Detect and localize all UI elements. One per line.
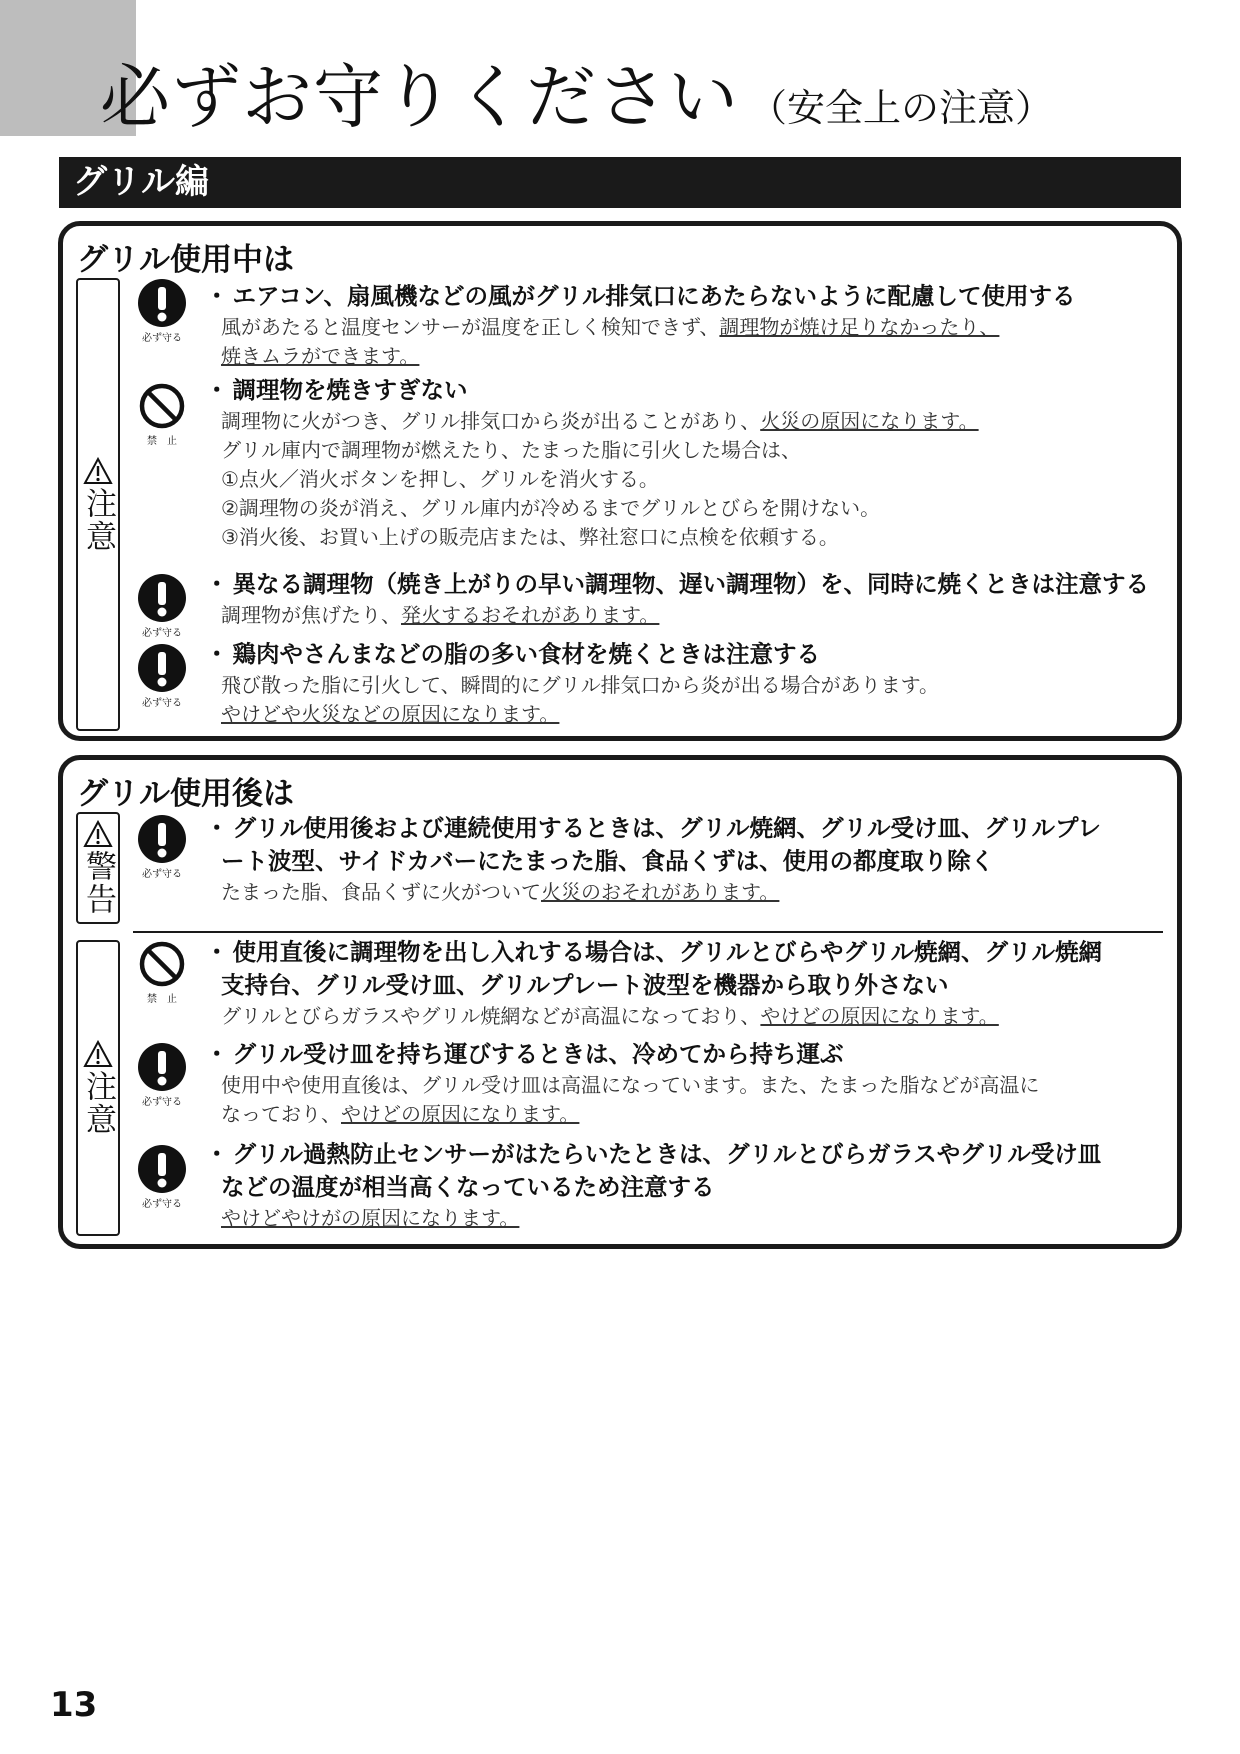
caution-item: ・ 使用直後に調理物を出し入れする場合は、グリルとびらやグリル焼網、グリル焼網 支持台、グリル受け皿、グリルプレート波型を機器から取り外さない グリルとびらガラスやグリル焼網などが高温になっており、やけどの原因になります。 [205,936,1163,1031]
item-description-underlined: やけどの原因になります。 [760,1004,999,1028]
symbol-caption: 必ず守る [142,698,182,709]
item-description-underlined: 焼きムラができます。 [221,344,420,368]
warning-triangle-icon [83,457,113,485]
item-description: 飛び散った脂に引火して、瞬間的にグリル排気口から炎が出る場合があります。 [221,673,939,697]
warning-triangle-icon [83,1040,113,1068]
item-heading: 調理物を焼きすぎない [232,376,468,404]
symbol-caption: 必ず守る [142,1097,182,1108]
caution-label [76,940,120,1236]
box-title: グリル使用中は [77,242,294,278]
symbol-caption: 必ず守る [142,1199,182,1210]
warning-label-text: 警告 [80,850,116,916]
item-description: グリル庫内で調理物が燃えたり、たまった脂に引火した場合は、 [221,438,801,462]
item-description-underlined: やけどや火災などの原因になります。 [221,702,560,726]
exclamation-icon [138,815,186,863]
must-follow-symbol [136,1043,188,1108]
caution-item: ・ 調理物を焼きすぎない 調理物に火がつき、グリル排気口から炎が出ることがあり、火災の原因になります。 グリル庫内で調理物が燃えたり、たまった脂に引火した場合は、 ①点火／消火ボタンを押し、グリルを消火する。 ②調理物の炎が消え、グリル庫内が冷めるまでグリルとびらを開けない。 ③消火後、お買い上げの販売店または、弊社窓口に点検を依頼する。 [205,374,1163,552]
caution-item: ・ 異なる調理物（焼き上がりの早い調理物、遅い調理物）を、同時に焼くときは注意する 調理物が焦げたり、発火するおそれがあります。 [205,570,1149,627]
caution-item: ・ グリル過熱防止センサーがはたらいたときは、グリルとびらガラスやグリル受け皿 などの温度が相当高くなっているため注意する やけどやけがの原因になります。 [205,1138,1163,1233]
must-follow-symbol [136,1145,188,1210]
caution-label [76,278,120,731]
page-title-sub: （安全上の注意） [749,86,1054,130]
caution-label-text: 注意 [80,1070,116,1136]
item-description: グリルとびらガラスやグリル焼網などが高温になっており、 [221,1004,761,1028]
exclamation-icon [138,644,186,692]
grill-after-use-box [58,755,1182,1249]
item-heading: ート波型、サイドカバーにたまった脂、食品くずは、使用の都度取り除く [221,847,995,875]
caution-label-text: 注意 [80,486,116,553]
prohibit-symbol [136,940,188,1005]
symbol-caption: 禁 止 [147,436,177,447]
page-title [100,56,1054,138]
item-description: 使用中や使用直後は、グリル受け皿は高温になっています。また、たまった脂などが高温に [221,1073,1040,1097]
symbol-caption: 必ず守る [142,869,182,880]
item-heading: 支持台、グリル受け皿、グリルプレート波型を機器から取り外さない [221,971,949,999]
prohibited-icon [138,940,186,988]
item-description-underlined: やけどの原因になります。 [341,1102,580,1126]
item-description: なっており、 [221,1102,341,1126]
item-description: 調理物が焦げたり、 [221,603,401,627]
warning-item: ・ グリル使用後および連続使用するときは、グリル焼網、グリル受け皿、グリルプレ ート波型、サイドカバーにたまった脂、食品くずは、使用の都度取り除く たまった脂、食品くずに火がついて火災のおそれがあります。 [205,812,1163,907]
item-heading: 鶏肉やさんまなどの脂の多い食材を焼くときは注意する [232,640,820,668]
exclamation-icon [138,574,186,622]
item-heading: 異なる調理物（焼き上がりの早い調理物、遅い調理物）を、同時に焼くときは注意する [232,570,1149,598]
must-follow-symbol [136,574,188,639]
item-heading: グリル受け皿を持ち運びするときは、冷めてから持ち運ぶ [232,1040,844,1068]
exclamation-icon [138,279,186,327]
divider [133,931,1163,933]
page-number: 13 [50,1685,98,1725]
must-follow-symbol [136,644,188,709]
caution-item: ・ エアコン、扇風機などの風がグリル排気口にあたらないように配慮して使用する 風があたると温度センサーが温度を正しく検知できず、調理物が焼け足りなかったり、 焼きムラができます。 [205,282,1076,368]
item-description: 風があたると温度センサーが温度を正しく検知できず、 [221,315,720,339]
prohibit-symbol [136,382,188,447]
item-description-underlined: 火災のおそれがあります。 [541,880,780,904]
caution-item: ・ グリル受け皿を持ち運びするときは、冷めてから持ち運ぶ 使用中や使用直後は、グリル受け皿は高温になっています。また、たまった脂などが高温に なっており、やけどの原因になります。 [205,1038,1163,1129]
section-header: グリル編 [59,157,1181,208]
item-description-underlined: 調理物が焼け足りなかったり、 [719,315,1000,339]
item-description: たまった脂、食品くずに火がついて [221,880,541,904]
item-description: 調理物に火がつき、グリル排気口から炎が出ることがあり、 [221,409,761,433]
must-follow-symbol [136,815,188,880]
item-heading: グリル使用後および連続使用するときは、グリル焼網、グリル受け皿、グリルプレ [232,814,1102,842]
item-description-underlined: 発火するおそれがあります。 [401,603,660,627]
symbol-caption: 禁 止 [147,994,177,1005]
grill-in-use-box [58,221,1182,741]
warning-label [76,812,120,924]
item-description: ②調理物の炎が消え、グリル庫内が冷めるまでグリルとびらを開けない。 [221,496,881,520]
item-heading: などの温度が相当高くなっているため注意する [221,1173,715,1201]
item-heading: 使用直後に調理物を出し入れする場合は、グリルとびらやグリル焼網、グリル焼網 [232,938,1102,966]
item-description: ①点火／消火ボタンを押し、グリルを消火する。 [221,467,659,491]
item-description: ③消火後、お買い上げの販売店または、弊社窓口に点検を依頼する。 [221,525,839,549]
item-description-underlined: やけどやけがの原因になります。 [221,1206,520,1230]
item-heading: グリル過熱防止センサーがはたらいたときは、グリルとびらガラスやグリル受け皿 [232,1140,1102,1168]
caution-item: ・ 鶏肉やさんまなどの脂の多い食材を焼くときは注意する 飛び散った脂に引火して、瞬間的にグリル排気口から炎が出る場合があります。 やけどや火災などの原因になります。 [205,638,1163,729]
box-title: グリル使用後は [77,776,294,812]
exclamation-icon [138,1145,186,1193]
exclamation-icon [138,1043,186,1091]
page-title-main: 必ずお守りください [100,56,739,138]
symbol-caption: 必ず守る [142,333,182,344]
prohibited-icon [138,382,186,430]
warning-triangle-icon [83,820,113,848]
symbol-caption: 必ず守る [142,628,182,639]
item-description-underlined: 火災の原因になります。 [760,409,979,433]
must-follow-symbol [136,279,188,344]
item-heading: エアコン、扇風機などの風がグリル排気口にあたらないように配慮して使用する [232,282,1076,310]
